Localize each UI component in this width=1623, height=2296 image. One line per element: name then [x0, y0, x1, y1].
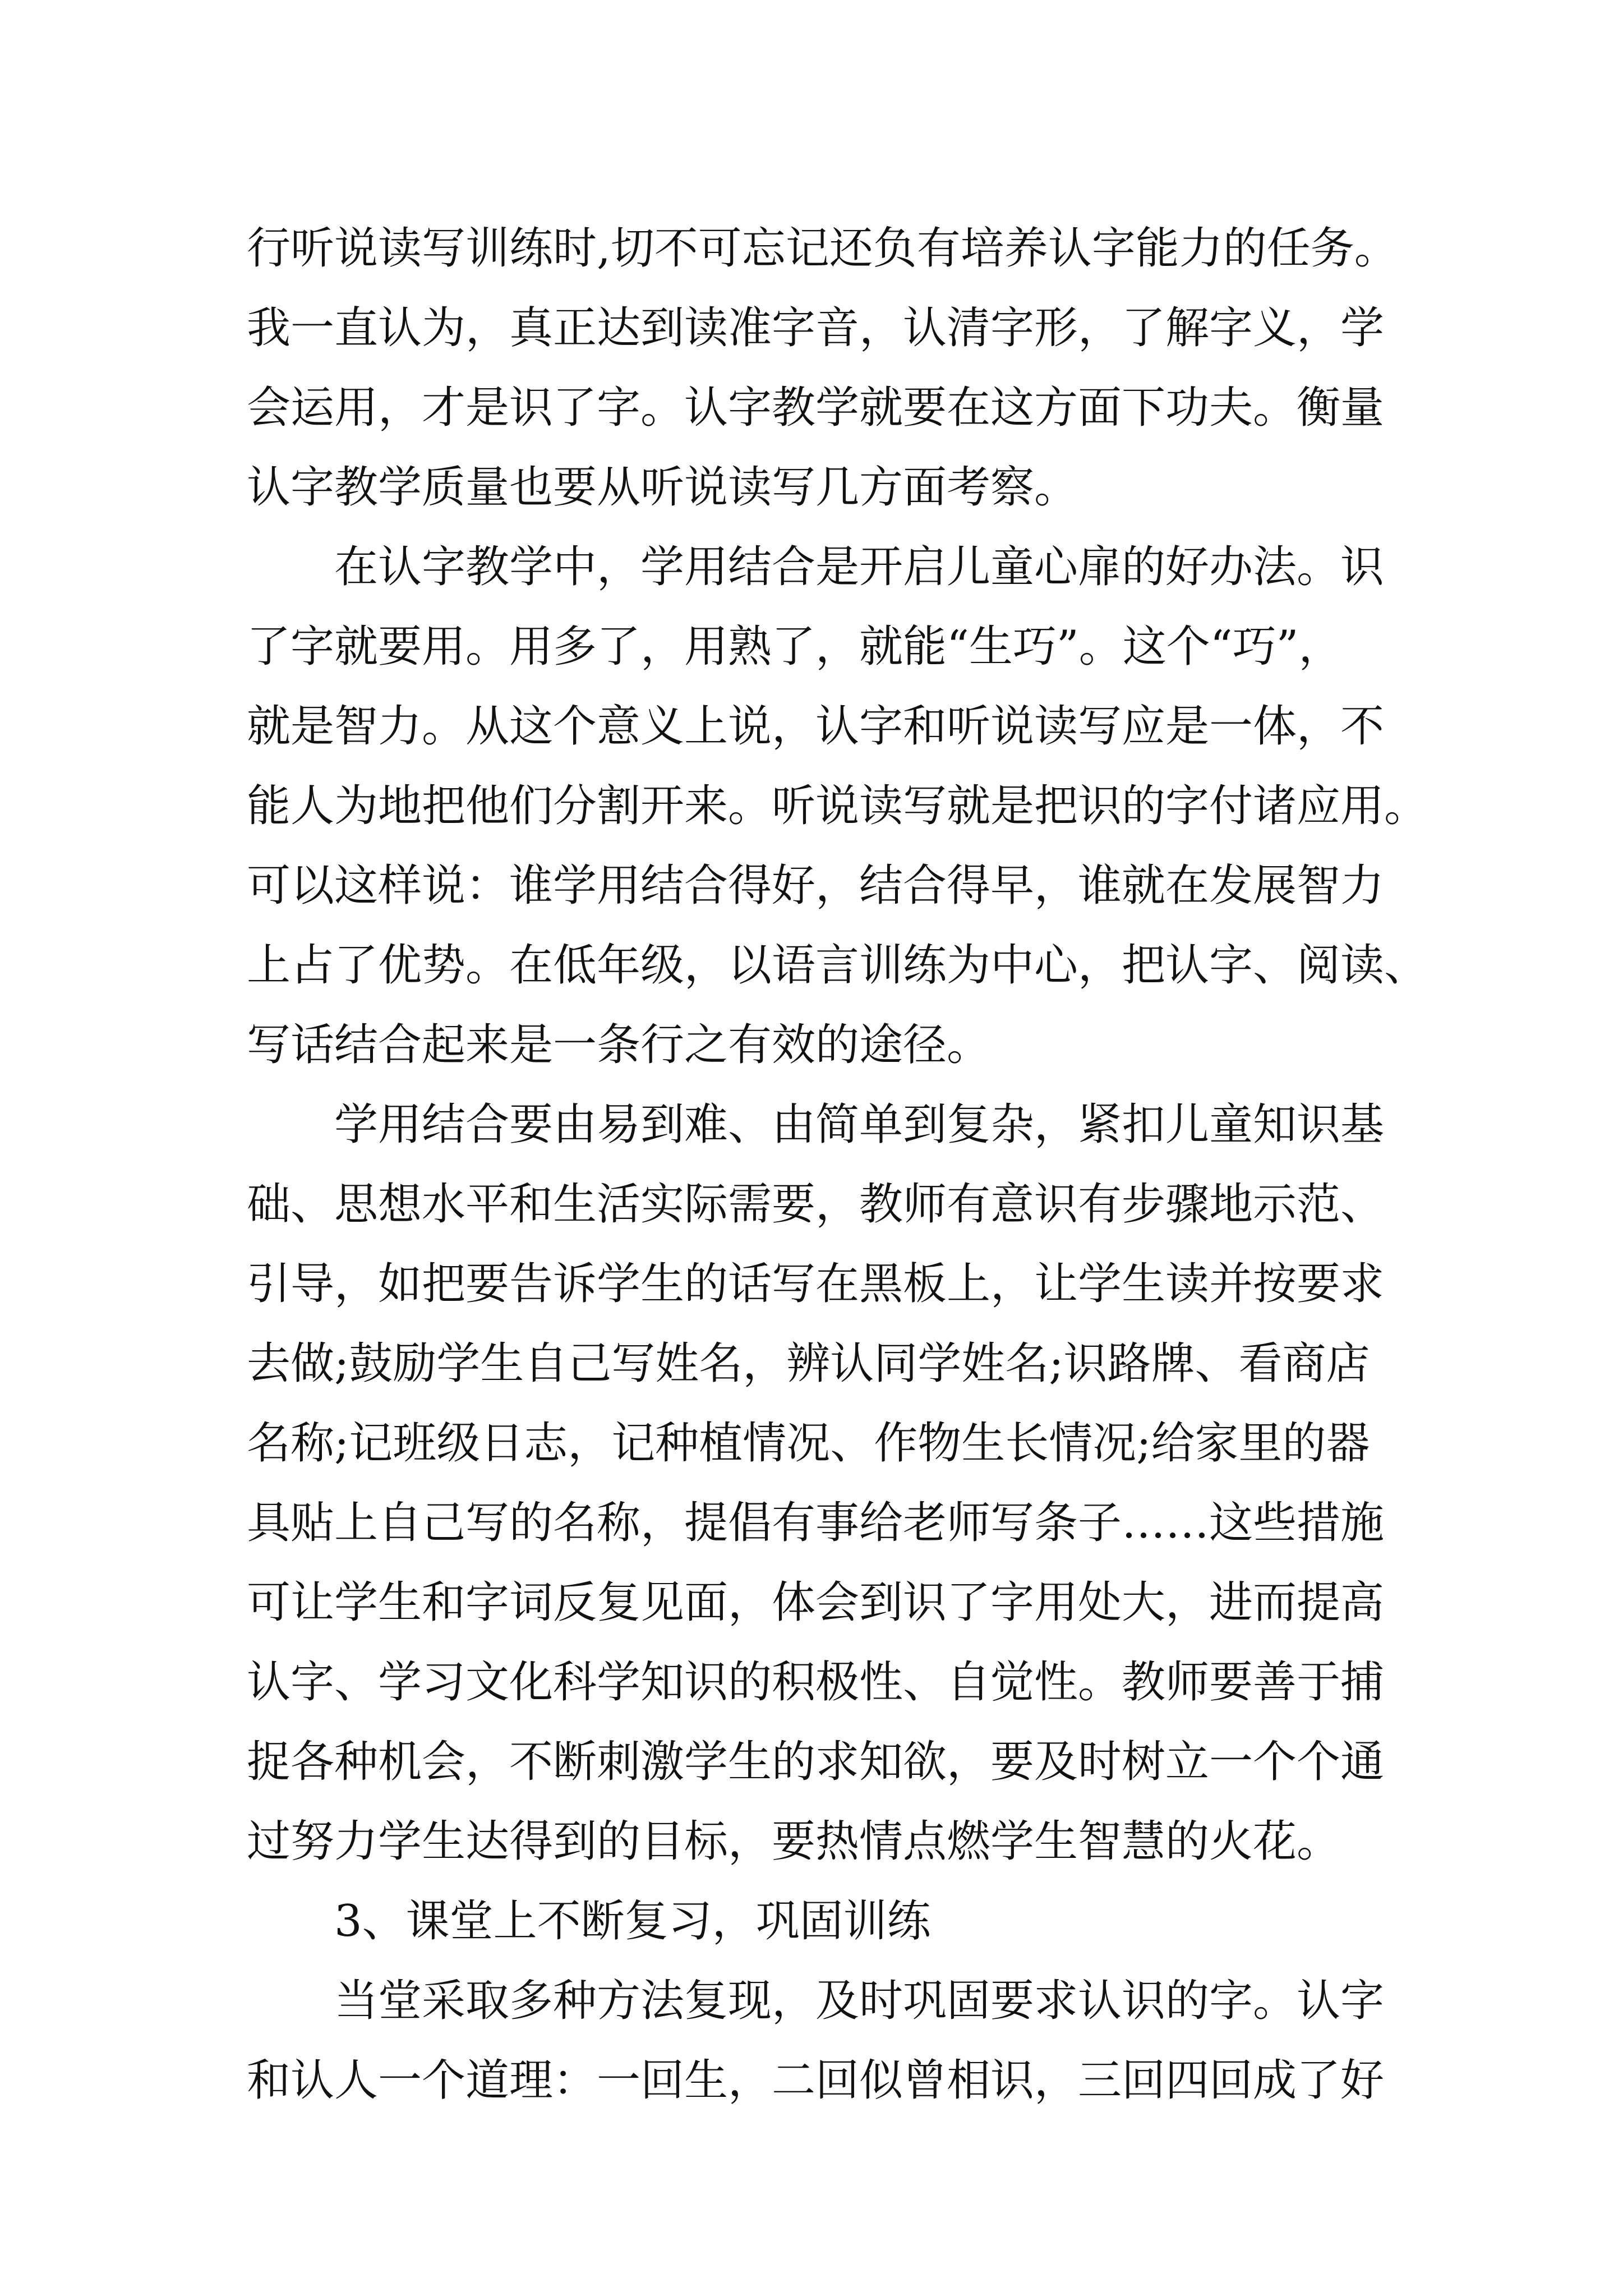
text-line: 去做;鼓励学生自己写姓名，辨认同学姓名;识路牌、看商店 [247, 1338, 1370, 1389]
text-line: 引导，如把要告诉学生的话写在黑板上，让学生读并按要求 [247, 1259, 1385, 1309]
text-line: 认字教学质量也要从听说读写几方面考察。 [247, 462, 1078, 513]
text-line: 础、思想水平和生活实际需要，教师有意识有步骤地示范、 [247, 1179, 1385, 1230]
text-line: 可以这样说：谁学用结合得好，结合得早，谁就在发展智力 [247, 861, 1385, 911]
text-line: 在认字教学中，学用结合是开启儿童心扉的好办法。识 [247, 542, 1385, 592]
text-line: 写话结合起来是一条行之有效的途径。 [247, 1020, 991, 1070]
text-line: 过努力学生达得到的目标，要热情点燃学生智慧的火花。 [247, 1816, 1341, 1867]
text-line: 具贴上自己写的名称，提倡有事给老师写条子……这些措施 [247, 1498, 1385, 1548]
text-line: 会运用，才是识了字。认字教学就要在这方面下功夫。衡量 [247, 383, 1385, 433]
text-line: 我一直认为，真正达到读准字音，认清字形，了解字义，学 [247, 303, 1385, 353]
text-line: 学用结合要由易到难、由简单到复杂，紧扣儿童知识基 [247, 1099, 1385, 1150]
text-line: 捉各种机会，不断刺激学生的求知欲，要及时树立一个个通 [247, 1737, 1385, 1787]
text-line: 名称;记班级日志，记种植情况、作物生长情况;给家里的器 [247, 1418, 1370, 1469]
text-line: 认字、学习文化科学知识的积极性、自觉性。教师要善于捕 [247, 1657, 1385, 1708]
text-line: 可让学生和字词反复见面，体会到识了字用处大，进而提高 [247, 1577, 1385, 1628]
section-heading: 3、课堂上不断复习，巩固训练 [247, 1896, 931, 1947]
text-line: 能人为地把他们分割开来。听说读写就是把识的字付诸应用。 [247, 781, 1428, 831]
text-line: 了字就要用。用多了，用熟了，就能“生巧”。这个“巧”， [247, 622, 1343, 672]
text-line: 上占了优势。在低年级，以语言训练为中心，把认字、阅读、 [247, 940, 1428, 991]
text-line: 当堂采取多种方法复现，及时巩固要求认识的字。认字 [247, 1976, 1385, 2026]
body-text [247, 209, 1469, 2120]
text-line: 就是智力。从这个意义上说，认字和听说读写应是一体，不 [247, 701, 1385, 752]
text-line: 行听说读写训练时,切不可忘记还负有培养认字能力的任务。 [247, 223, 1398, 274]
text-line: 和认人一个道理：一回生，二回似曾相识，三回四回成了好 [247, 2055, 1385, 2106]
